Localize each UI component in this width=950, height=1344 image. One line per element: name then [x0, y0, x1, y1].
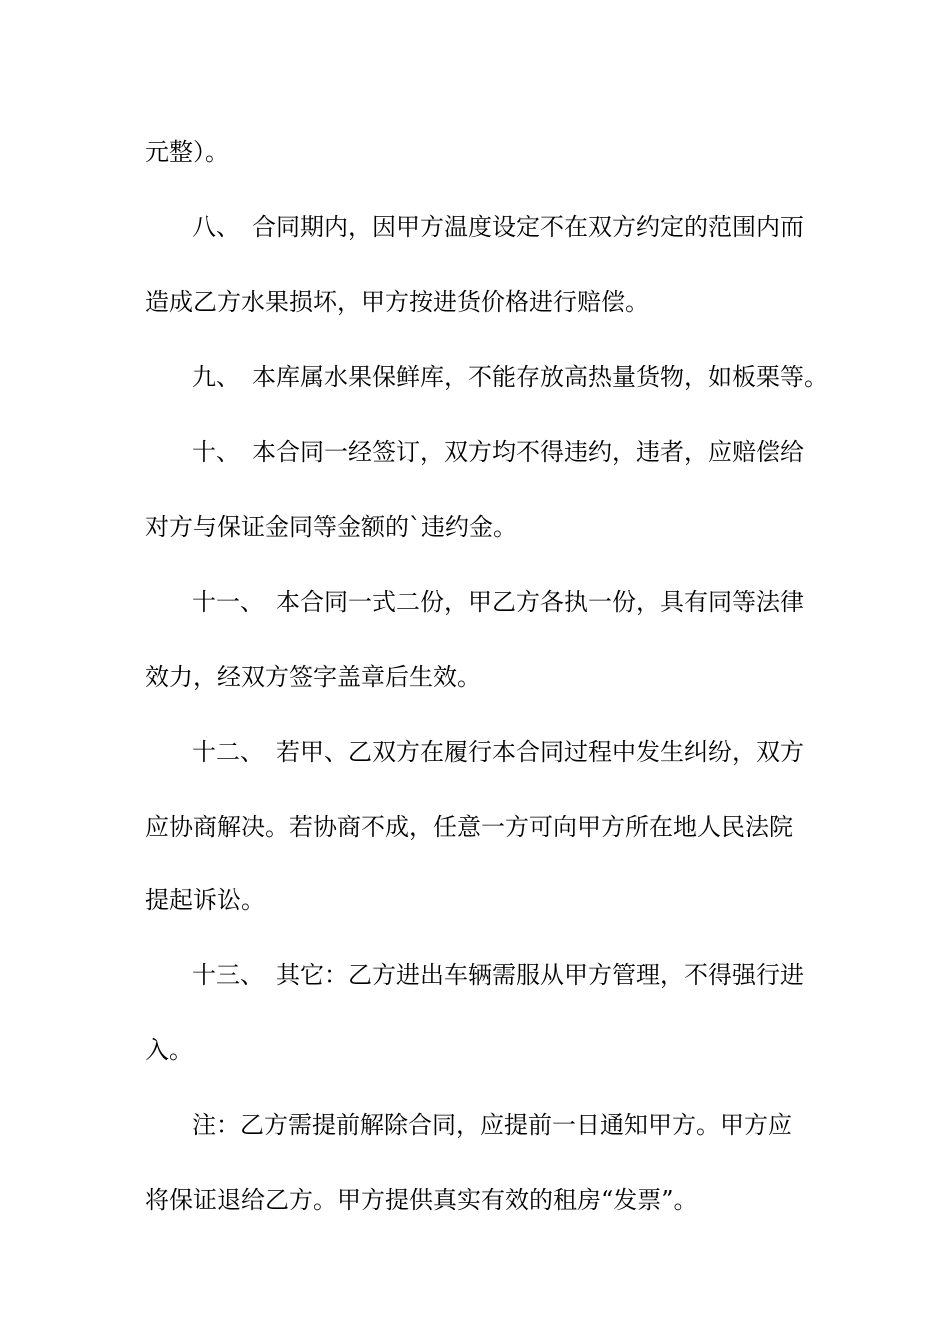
- clause-12-line-2: 应协商解决。若协商不成，任意一方可向甲方所在地人民法院: [145, 813, 793, 841]
- clause-10-line-1: 十、 本合同一经签订，双方均不得违约，违者，应赔偿给: [192, 438, 804, 466]
- clause-13-line-1: 十三、 其它：乙方进出车辆需服从甲方管理，不得强行进: [192, 961, 804, 989]
- clause-11-line-2: 效力，经双方签字盖章后生效。: [145, 663, 481, 691]
- clause-9-line-1: 九、 本库属水果保鲜库，不能存放高热量货物，如板栗等。: [192, 363, 828, 391]
- clause-12-line-1: 十二、 若甲、乙双方在履行本合同过程中发生纠纷，双方: [192, 738, 804, 766]
- note-line-1: 注：乙方需提前解除合同，应提前一日通知甲方。甲方应: [192, 1111, 792, 1139]
- clause-11-line-1: 十一、 本合同一式二份，甲乙方各执一份，具有同等法律: [192, 588, 804, 616]
- clause-12-line-3: 提起诉讼。: [145, 886, 265, 914]
- note-line-2: 将保证退给乙方。甲方提供真实有效的租房“发票”。: [145, 1186, 698, 1214]
- clause-13-line-2: 入。: [145, 1036, 193, 1064]
- clause-8-line-2: 造成乙方水果损坏，甲方按进货价格进行赔偿。: [145, 288, 649, 316]
- clause-10-line-2: 对方与保证金同等金额的`违约金。: [145, 513, 517, 541]
- text-line: 元整）。: [145, 138, 229, 166]
- clause-8-line-1: 八、 合同期内，因甲方温度设定不在双方约定的范围内而: [192, 213, 804, 241]
